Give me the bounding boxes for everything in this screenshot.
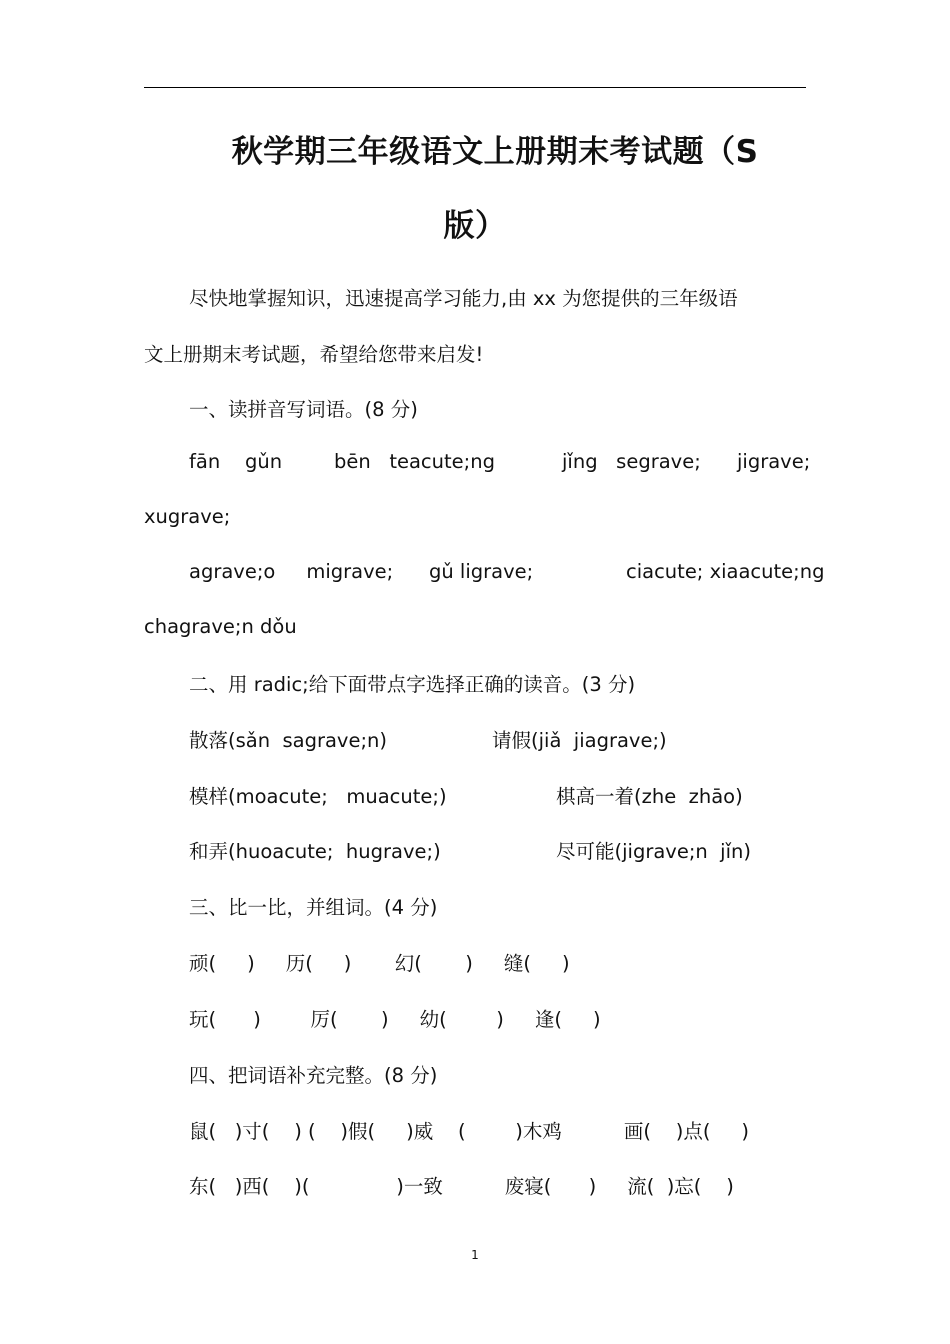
pinyin-item: jǐng segrave; xyxy=(562,450,701,473)
fill-words-row: 东( )西( )( )一致 废寝( ) 流( )忘( ) xyxy=(189,1175,734,1198)
pinyin-item: ciacute; xiaacute;ng xyxy=(626,560,825,583)
reading-choice-item: 和弄(huoacute; hugrave;) xyxy=(189,840,441,863)
fill-words-row: 鼠( )寸( ) ( )假( )威 ( )木鸡 画( )点( ) xyxy=(189,1120,750,1143)
reading-choice-item: 模样(moacute; muacute;) xyxy=(189,785,447,808)
section3-heading: 三、比一比，并组词。(4 分) xyxy=(189,896,438,919)
reading-choice-item: 尽可能(jigrave;n jǐn) xyxy=(556,840,751,863)
pinyin-item: xugrave; xyxy=(144,505,231,528)
reading-choice-item: 请假(jiǎ jiagrave;) xyxy=(492,729,667,752)
pinyin-item: chagrave;n dǒu xyxy=(144,615,297,638)
document-title-line1: 秋学期三年级语文上册期末考试题（S xyxy=(231,134,759,170)
pinyin-item: agrave;o migrave; xyxy=(189,560,394,583)
pinyin-item: fān gǔn xyxy=(189,450,283,473)
section2-heading: 二、用 radic;给下面带点字选择正确的读音。(3 分) xyxy=(189,673,636,696)
section1-heading: 一、读拼音写词语。(8 分) xyxy=(189,398,418,421)
pinyin-item: gǔ ligrave; xyxy=(429,560,534,583)
section4-heading: 四、把词语补充完整。(8 分) xyxy=(189,1064,438,1087)
header-rule xyxy=(144,87,806,88)
pinyin-item: bēn teacute;ng xyxy=(334,450,495,473)
intro-paragraph-line1: 尽快地掌握知识，迅速提高学习能力,由 xx 为您提供的三年级语 xyxy=(189,287,738,310)
intro-paragraph-line2: 文上册期末考试题，希望给您带来启发! xyxy=(144,343,484,366)
reading-choice-item: 散落(sǎn sagrave;n) xyxy=(189,729,387,752)
compare-words-row: 玩( ) 厉( ) 幼( ) 逢( ) xyxy=(189,1008,601,1031)
document-title-line2: 版） xyxy=(443,208,507,244)
page-number: 1 xyxy=(471,1248,479,1262)
pinyin-item: jigrave; xyxy=(737,450,811,473)
reading-choice-item: 棋高一着(zhe zhāo) xyxy=(556,785,743,808)
compare-words-row: 顽( ) 历( ) 幻( ) 缝( ) xyxy=(189,952,570,975)
